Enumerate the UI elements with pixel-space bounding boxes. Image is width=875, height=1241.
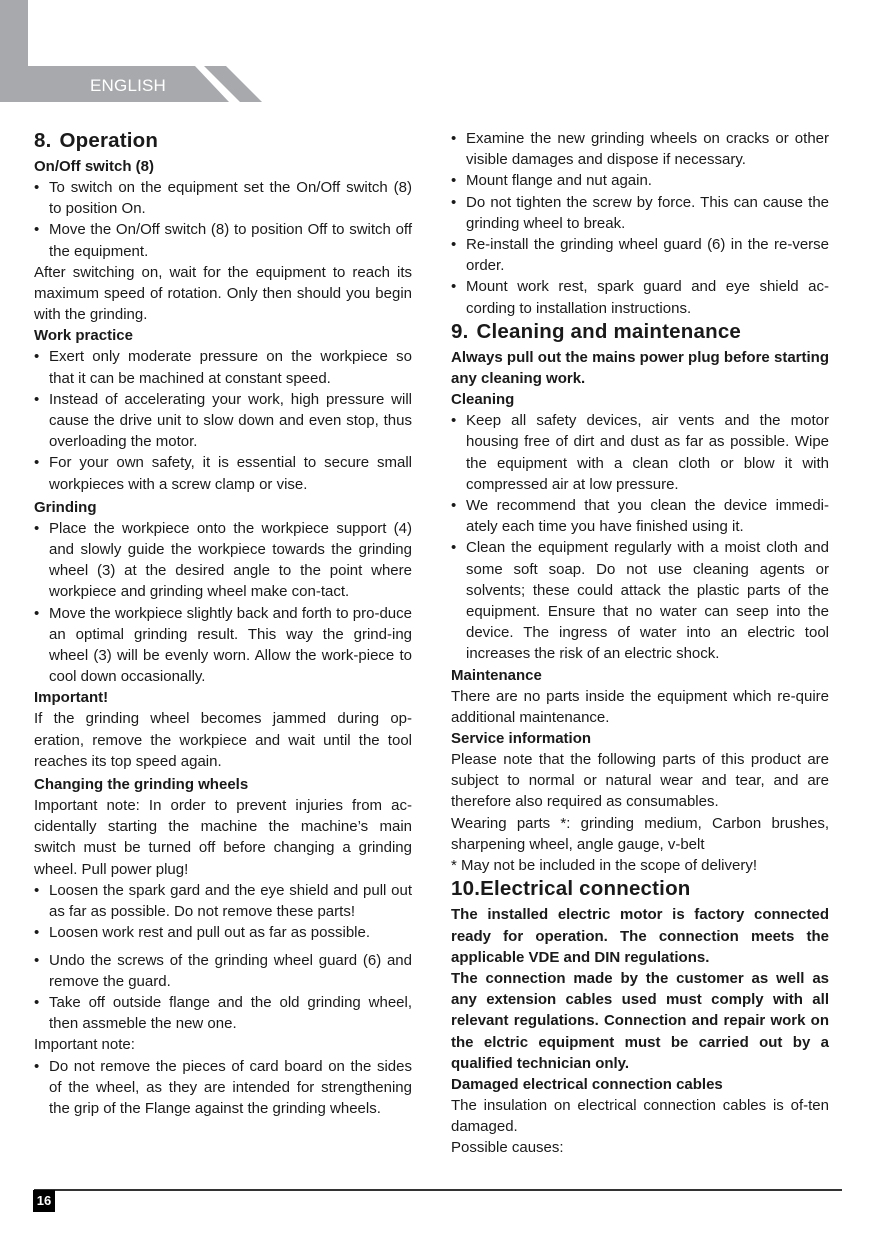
cleaning-warning: Always pull out the mains power plug before starting any cleaning work. — [451, 348, 829, 388]
service-info-heading: Service information — [451, 730, 592, 748]
list-item: • We recommend that you clean the device immedi-ately each time you have finished using it. — [451, 495, 829, 537]
list-item: • Place the workpiece onto the workpiece support (4) and slowly guide the workpiece towards the grinding wheel (3) at the desired angle to the point where workpiece and grinding wheel make con-tact. — [34, 518, 412, 603]
important-paragraph: If the grinding wheel becomes jammed during op-eration, remove the workpiece and wait until the tool reaches its top speed again. — [34, 710, 412, 770]
work-practice-heading: Work practice — [34, 327, 133, 345]
grinding-heading: Grinding — [34, 498, 97, 516]
onoff-heading: On/Off switch (8) — [34, 158, 154, 175]
section-number: 10. — [451, 877, 481, 901]
language-label: ENGLISH — [90, 76, 167, 95]
list-item: • To switch on the equipment set the On/Off switch (8) to position On. — [34, 177, 412, 219]
section-number: 9. — [451, 319, 469, 343]
list-item: • For your own safety, it is essential to secure small workpieces with a screw clamp or vise. — [34, 452, 412, 494]
onoff-paragraph: After switching on, wait for the equipment to reach its maximum speed of rotation. Only then should you begin with the grinding. — [34, 263, 412, 324]
wheel-mounting-list — [451, 128, 829, 319]
grinding-list — [34, 518, 412, 688]
work-practice-list — [34, 346, 412, 494]
list-item: • Exert only moderate pressure on the workpiece so that it can be machined at constant speed. — [34, 346, 412, 388]
list-item: • Do not remove the pieces of card board on the sides of the wheel, as they are intended for strengthening the grip of the Flange against the grinding wheels. — [34, 1056, 412, 1120]
delivery-footnote: * May not be included in the scope of delivery! — [451, 857, 758, 875]
list-item: • Examine the new grinding wheels on cracks or other visible damages and dispose if necessary. — [451, 128, 829, 170]
list-item: • Loosen the spark gard and the eye shield and pull out as far as possible. Do not remove these parts! — [34, 880, 412, 922]
section-title: Cleaning and maintenance — [476, 319, 742, 343]
section-title: Operation — [59, 129, 159, 152]
list-item: • Keep all safety devices, air vents and the motor housing free of dirt and dust as far as possible. Wipe the equipment with a clean cloth or blow it with compressed air at low pressure. — [451, 410, 829, 495]
list-item: • Mount flange and nut again. — [451, 170, 829, 191]
cleaning-list — [451, 410, 829, 664]
changing-wheels-list — [34, 880, 412, 1034]
footer-rule — [34, 1189, 842, 1191]
changing-wheels-paragraph: Important note: In order to prevent injuries from ac-cidentally starting the machine the machine’s main switch must be turned off before changing a grinding wheel. Pull power plug! — [34, 797, 412, 878]
electrical-paragraph-2: The connection made by the customer as well as any extension cables used must comply with all relevant regulations. Connection and repair work on the elctric equipment must be carried out by a qualified technician only. — [451, 969, 829, 1072]
changing-wheels-heading: Changing the grinding wheels — [34, 776, 249, 794]
list-item: • Instead of accelerating your work, high pressure will cause the drive unit to slow down and even stop, thus overloading the motor. — [34, 389, 412, 453]
service-info-paragraph: Please note that the following parts of this product are subject to normal or natural wear and tear, and are therefore also required as consumables. — [451, 751, 829, 811]
section-8-heading — [34, 128, 412, 154]
list-item: • Take off outside flange and the old grinding wheel, then assmeble the new one. — [34, 992, 412, 1034]
left-column — [34, 128, 412, 1119]
list-item: • Re-install the grinding wheel guard (6) in the re-verse order. — [451, 234, 829, 276]
section-number: 8. — [34, 129, 52, 152]
list-item: • Do not tighten the screw by force. This can cause the grinding wheel to break. — [451, 192, 829, 234]
maintenance-paragraph: There are no parts inside the equipment which re-quire additional maintenance. — [451, 687, 829, 726]
section-9-heading — [451, 319, 829, 345]
list-item: • Undo the screws of the grinding wheel guard (6) and remove the guard. — [34, 950, 412, 992]
list-item: • Loosen work rest and pull out as far as possible. — [34, 922, 412, 943]
onoff-list — [34, 177, 412, 262]
list-item: • Mount work rest, spark guard and eye shield ac-cording to installation instructions. — [451, 276, 829, 318]
list-item: • Clean the equipment regularly with a moist cloth and some soft soap. Do not use cleaning agents or solvents; these could attack the plastic parts of the equipment. Ensure that no water can seep into the device. The ingress of water into an electric tool increases the risk of an electric shock. — [451, 537, 829, 664]
important-note-label: Important note: — [34, 1036, 135, 1054]
electrical-paragraph-1: The installed electric motor is factory connected ready for operation. The connection meets the applicable VDE and DIN regulations. — [451, 906, 829, 966]
page-number: 16 — [33, 1190, 55, 1212]
damaged-cables-paragraph: The insulation on electrical connection cables is of-ten damaged. — [451, 1096, 829, 1136]
list-item: • Move the On/Off switch (8) to position Off to switch off the equipment. — [34, 219, 412, 261]
section-title: Electrical connection — [480, 877, 691, 901]
wearing-parts-paragraph: Wearing parts *: grinding medium, Carbon brushes, sharpening wheel, angle gauge, v-belt — [451, 814, 829, 853]
important-heading: Important! — [34, 689, 109, 707]
possible-causes-text: Possible causes: — [451, 1139, 564, 1157]
list-item: • Move the workpiece slightly back and forth to pro-duce an optimal grinding result. This way the grind-ing wheel (3) will be evenly worn. Allow the work-piece to cool down occasionally. — [34, 603, 412, 688]
damaged-cables-heading: Damaged electrical connection cables — [451, 1075, 723, 1093]
important-note-list — [34, 1056, 412, 1120]
cleaning-heading: Cleaning — [451, 391, 515, 409]
maintenance-heading: Maintenance — [451, 666, 542, 684]
section-10-heading — [451, 876, 829, 902]
right-column — [451, 128, 829, 1159]
